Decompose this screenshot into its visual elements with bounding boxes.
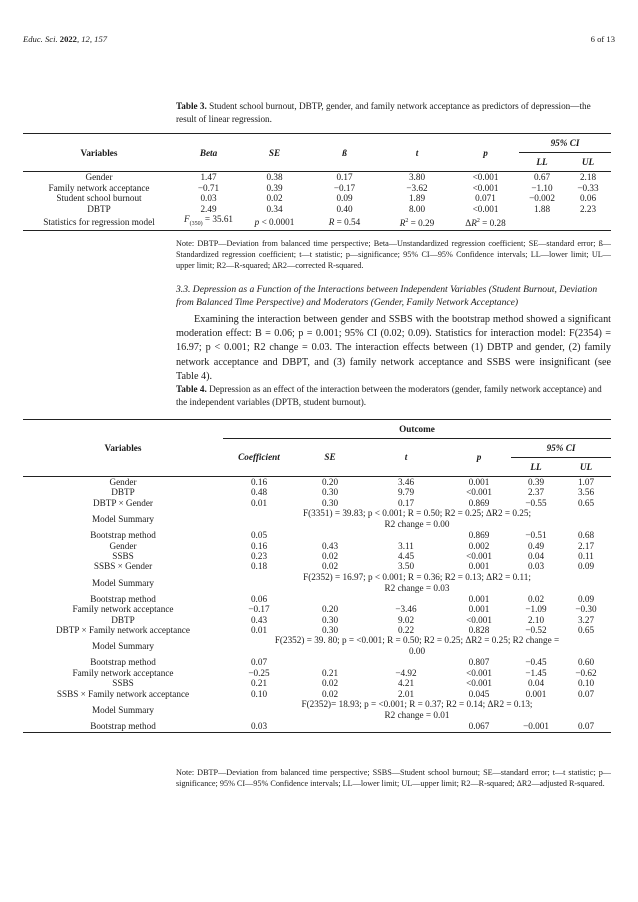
cell-se: 0.02 (321, 688, 339, 699)
cell-t: 3.46 (397, 477, 415, 487)
col-header-ul: UL (581, 157, 595, 167)
cell-p: 0.869 (468, 530, 490, 541)
cell-ul: 3.27 (577, 614, 595, 625)
cell-ul: 0.07 (577, 688, 595, 699)
cell-coefficient: 0.03 (250, 721, 268, 732)
model-summary-stats (223, 699, 611, 721)
col-header-ci: 95% CI (519, 134, 611, 153)
cell-ll: 0.03 (527, 561, 545, 572)
cell-ll: −0.52 (525, 625, 547, 636)
summary-line: F(3351) = 39.83; p < 0.001; R = 0.50; R2 = 0.25; ΔR2 = 0.25; (302, 508, 532, 519)
table-row (23, 625, 611, 635)
cell-p: <0.001 (466, 667, 492, 678)
summary-line: F(2352)= 18.93; p = <0.001; R = 0.37; R2 = 0.14; ΔR2 = 0.13; (301, 699, 533, 710)
model-summary-label: Model Summary (91, 641, 154, 652)
bootstrap-row (23, 721, 611, 732)
cell-coefficient: 0.43 (250, 614, 268, 625)
cell-coefficient: 0.01 (250, 497, 268, 508)
cell-ll: −1.10 (531, 182, 553, 193)
body-paragraph: Examining the interaction between gender and SSBS with the bootstrap method showed a significant moderation effect: B = 0.06; p = 0.001; 95% CI (0.02; 0.09). Statistics for interaction model: F(2354) = 16.97; p < 0.001; R2 change = 0.03. The interaction effects between (1) DBTP and gender, (2) family network acceptance and DBPT, and (3) family network acceptance and SSBS were insignificant (see Table 4). (176, 314, 611, 382)
cell-ul: −0.30 (575, 604, 597, 615)
cell-std-beta: 0.09 (336, 193, 353, 204)
cell-p: <0.001 (466, 614, 492, 625)
cell-ul: 0.10 (577, 678, 595, 689)
t4-col-header-ll: LL (530, 461, 542, 472)
table-row (23, 498, 611, 508)
model-summary-row (23, 635, 611, 657)
cell-variable: Bootstrap method (90, 721, 156, 732)
table-row (23, 615, 611, 625)
cell-coefficient: 0.10 (250, 688, 268, 699)
section-heading: 3.3. Depression as a Function of the Interactions between Independent Variables (Student Burnout, Deviation from Balanced Time Perspective) and Moderators (Gender, Family Network Acceptance) (176, 284, 598, 308)
cell-variable: Gender (109, 477, 137, 487)
cell-t: 9.79 (397, 487, 415, 498)
cell-ll: 0.04 (527, 678, 545, 689)
table-row (23, 477, 611, 488)
cell-variable: Gender (85, 172, 113, 182)
t4-col-header-coefficient: Coefficient (238, 452, 280, 463)
summary-line: R2 change = 0.00 (384, 519, 450, 530)
cell-coefficient: 0.16 (250, 540, 268, 551)
cell-t: 4.45 (397, 551, 415, 562)
cell-se (295, 721, 365, 732)
cell-p: <0.001 (466, 551, 492, 562)
stats-r: R = 0.54 (328, 216, 361, 227)
cell-se: 0.38 (266, 172, 283, 182)
cell-variable: Bootstrap method (90, 657, 156, 668)
cell-coefficient: 0.05 (250, 530, 268, 541)
table-row (23, 193, 611, 204)
cell-p: 0.001 (468, 561, 490, 572)
stats-label: Statistics for regression model (43, 216, 155, 227)
model-summary-row (23, 508, 611, 530)
cell-se: 0.43 (321, 540, 339, 551)
cell-t: 1.89 (408, 193, 426, 204)
cell-ul: 2.17 (577, 540, 595, 551)
cell-variable: Family network acceptance (48, 182, 150, 193)
cell-se: 0.30 (321, 625, 339, 636)
cell-ll: −1.45 (525, 667, 547, 678)
cell-ul: 0.60 (577, 657, 595, 668)
bootstrap-row (23, 657, 611, 667)
cell-ul: 2.23 (579, 203, 597, 214)
cell-ul: 0.65 (577, 497, 595, 508)
cell-variable: Student school burnout (56, 193, 142, 204)
cell-ll: 0.02 (527, 593, 545, 604)
t4-col-header-p: p (476, 452, 482, 463)
cell-variable: Bootstrap method (90, 593, 156, 604)
cell-coefficient: 0.06 (250, 593, 268, 604)
table3-caption: Table 3. Student school burnout, DBTP, gender, and family network acceptance as predictors of depression—the result of linear regression. (176, 101, 591, 124)
cell-p: <0.001 (472, 182, 499, 193)
cell-t: 0.22 (397, 625, 415, 636)
cell-se: 0.39 (266, 182, 283, 193)
cell-t: −4.92 (395, 667, 417, 678)
table-row (23, 561, 611, 571)
table4-note: Note: DBTP—Deviation from balanced time perspective; SSBS—Student school burnout; SE—standard error; t—t statistic; p—significance; 95% CI—95% Confidence intervals; LL—lower limit; UL—upper limit; R2—R-squared; ΔR2—adjusted R-squared. (176, 768, 611, 788)
cell-t (365, 657, 447, 667)
cell-ul: 0.07 (577, 721, 595, 732)
cell-ll: 1.88 (533, 203, 551, 214)
model-summary-row (23, 699, 611, 721)
table3-note: Note: DBTP—Deviation from balanced time perspective; Beta—Unstandardized regression coefficient; SE—standard error; ß—Standardized regression coefficient; t—t statistic; p—significance; 95% CI—95% Confidence intervals; LL—lower limit; UL—upper limit; R2—R-squared; ΔR2—corrected R-squared. (176, 239, 611, 270)
cell-t: 9.02 (397, 614, 415, 625)
cell-coefficient: −0.17 (248, 604, 270, 615)
cell-coefficient: 0.18 (250, 561, 268, 572)
cell-variable: SSBS × Family network acceptance (56, 688, 190, 699)
cell-ll: 0.39 (527, 477, 545, 487)
cell-se: 0.02 (321, 561, 339, 572)
cell-p: <0.001 (472, 172, 499, 182)
table-row (23, 668, 611, 678)
cell-ul: 0.65 (577, 625, 595, 636)
cell-beta: 2.49 (200, 203, 217, 214)
t4-outcome-header: Outcome (223, 420, 611, 439)
cell-t: 0.17 (397, 497, 415, 508)
cell-ll: −0.51 (525, 530, 547, 541)
cell-coefficient: 0.16 (250, 477, 268, 487)
cell-ll: −0.001 (523, 721, 549, 732)
cell-ll: 2.37 (527, 487, 545, 498)
table-row (23, 183, 611, 194)
cell-p: 0.002 (468, 540, 490, 551)
cell-ll: −1.09 (525, 604, 547, 615)
cell-p: <0.001 (466, 678, 492, 689)
cell-se: 0.21 (321, 667, 339, 678)
cell-coefficient: −0.25 (248, 667, 270, 678)
summary-line: R2 change = 0.03 (384, 582, 450, 593)
cell-variable: Family network acceptance (72, 667, 174, 678)
cell-ul: 1.07 (577, 477, 595, 487)
cell-coefficient: 0.21 (250, 678, 268, 689)
cell-p: 0.001 (468, 604, 490, 615)
cell-se: 0.20 (321, 477, 339, 487)
page-number: 6 of 13 (590, 34, 615, 44)
table-row (23, 487, 611, 497)
cell-variable: Bootstrap method (90, 530, 156, 541)
col-header-beta: Beta (199, 147, 218, 158)
cell-coefficient: 0.07 (250, 657, 268, 668)
t4-col-header-se: SE (324, 452, 336, 463)
cell-se (295, 530, 365, 540)
cell-t: 2.01 (397, 688, 415, 699)
cell-ll: 2.10 (527, 614, 545, 625)
cell-t (365, 530, 447, 540)
cell-p: 0.045 (468, 688, 490, 699)
model-summary-row (23, 572, 611, 594)
t4-col-header-variables: Variables (104, 442, 142, 453)
col-header-variables: Variables (80, 147, 118, 158)
cell-ul: 2.18 (579, 172, 597, 182)
cell-ll: −0.45 (525, 657, 547, 668)
cell-beta: 0.03 (200, 193, 217, 204)
table4-caption: Table 4. Depression as an effect of the interaction between the moderators (gender, family network acceptance) and the independent variables (DPTB, student burnout). (176, 384, 602, 407)
summary-line: F(2352) = 39. 80; p = <0.001; R = 0.50; R2 = 0.25; ΔR2 = 0.25; R2 change = (274, 635, 560, 646)
cell-p: 0.807 (468, 657, 490, 668)
cell-variable: DBTP × Gender (93, 497, 153, 508)
stats-dr2: $\Delta R^2 = 0.28$ (465, 217, 506, 228)
table3-stats-row (23, 214, 611, 230)
summary-line: 0.00 (408, 646, 426, 657)
cell-t: 3.50 (397, 561, 415, 572)
cell-ll: −0.002 (529, 193, 555, 204)
table-row (23, 689, 611, 699)
cell-std-beta: 0.17 (336, 172, 353, 182)
cell-ll: 0.67 (533, 172, 551, 182)
cell-coefficient: 0.23 (250, 551, 268, 562)
cell-coefficient: 0.48 (250, 487, 268, 498)
cell-se: 0.02 (321, 551, 339, 562)
cell-p: <0.001 (466, 487, 492, 498)
cell-t: 3.11 (398, 540, 414, 551)
model-summary-stats (223, 508, 611, 530)
model-summary-stats (223, 635, 611, 657)
cell-p: 0.001 (468, 593, 490, 604)
bootstrap-row (23, 594, 611, 604)
t4-col-header-ci: 95% CI (511, 439, 611, 458)
cell-t: −3.62 (406, 182, 428, 193)
cell-variable: SSBS (112, 678, 134, 689)
cell-se: 0.20 (321, 604, 339, 615)
table-row (23, 541, 611, 551)
table-row (23, 604, 611, 614)
cell-std-beta: 0.40 (336, 203, 353, 214)
cell-se (295, 594, 365, 604)
cell-t: 8.00 (408, 203, 426, 214)
table3 (23, 133, 611, 231)
cell-variable: Gender (109, 540, 137, 551)
cell-se: 0.30 (321, 487, 339, 498)
cell-variable: DBTP (111, 487, 135, 498)
cell-ll: 0.49 (527, 540, 545, 551)
cell-ll: −0.55 (525, 497, 547, 508)
cell-variable: SSBS × Gender (93, 561, 153, 572)
cell-coefficient: 0.01 (250, 625, 268, 636)
cell-se: 0.02 (321, 678, 339, 689)
model-summary-stats (223, 572, 611, 594)
table-row (23, 551, 611, 561)
model-summary-label: Model Summary (91, 514, 154, 525)
cell-ll: 0.001 (525, 688, 547, 699)
cell-se: 0.34 (266, 203, 283, 214)
cell-beta: 1.47 (200, 172, 217, 182)
col-header-t: t (415, 147, 419, 158)
cell-ul: 0.09 (577, 561, 595, 572)
cell-p: 0.828 (468, 625, 490, 636)
summary-line: R2 change = 0.01 (384, 710, 450, 721)
model-summary-label: Model Summary (91, 704, 154, 715)
cell-ul: 0.11 (578, 551, 594, 562)
cell-t (365, 721, 447, 732)
cell-t: 3.80 (408, 172, 426, 182)
journal-citation: Educ. Sci. 2022, 12, 157 (23, 34, 108, 44)
cell-ul: 0.09 (577, 593, 595, 604)
cell-variable: Family network acceptance (72, 604, 174, 615)
cell-variable: DBTP (87, 203, 111, 214)
cell-se: 0.30 (321, 497, 339, 508)
t4-col-header-ul: UL (579, 461, 593, 472)
cell-p: 0.869 (468, 497, 490, 508)
page-header (23, 34, 615, 48)
cell-ll: 0.04 (527, 551, 545, 562)
table-row (23, 204, 611, 215)
col-header-ll: LL (536, 157, 548, 167)
stats-r2: $R^2 = 0.29$ (399, 217, 435, 228)
cell-p: 0.067 (468, 721, 490, 732)
cell-t: −3.46 (395, 604, 417, 615)
col-header-std-beta: ß (342, 147, 347, 158)
cell-t (365, 594, 447, 604)
cell-p: 0.071 (475, 193, 496, 204)
stats-p: p < 0.0001 (254, 216, 295, 227)
table-row (23, 678, 611, 688)
cell-variable: SSBS (112, 551, 134, 562)
t4-col-header-t: t (404, 452, 408, 463)
cell-variable: DBTP (111, 614, 135, 625)
cell-std-beta: −0.17 (333, 182, 356, 193)
cell-ul: 0.68 (577, 530, 595, 541)
cell-se: 0.30 (321, 614, 339, 625)
cell-ul: 3.56 (577, 487, 595, 498)
cell-p: <0.001 (472, 203, 499, 214)
cell-se (295, 657, 365, 667)
col-header-se: SE (268, 147, 281, 158)
table4 (23, 419, 611, 733)
cell-p: 0.001 (468, 477, 490, 487)
model-summary-label: Model Summary (91, 577, 154, 588)
cell-se: 0.02 (266, 193, 283, 204)
cell-t: 4.21 (397, 678, 415, 689)
table-row (23, 172, 611, 183)
cell-ul: −0.62 (575, 667, 597, 678)
stats-f: $F_{(350)} = 35.61$ (183, 214, 234, 228)
bootstrap-row (23, 530, 611, 540)
col-header-p: p (483, 147, 488, 158)
summary-line: F(2352) = 16.97; p < 0.001; R = 0.36; R2 = 0.13; ΔR2 = 0.11; (303, 571, 531, 582)
cell-ul: 0.06 (579, 193, 597, 204)
cell-variable: DBTP × Family network acceptance (56, 625, 190, 636)
cell-beta: −0.71 (197, 182, 220, 193)
cell-ul: −0.33 (577, 182, 599, 193)
